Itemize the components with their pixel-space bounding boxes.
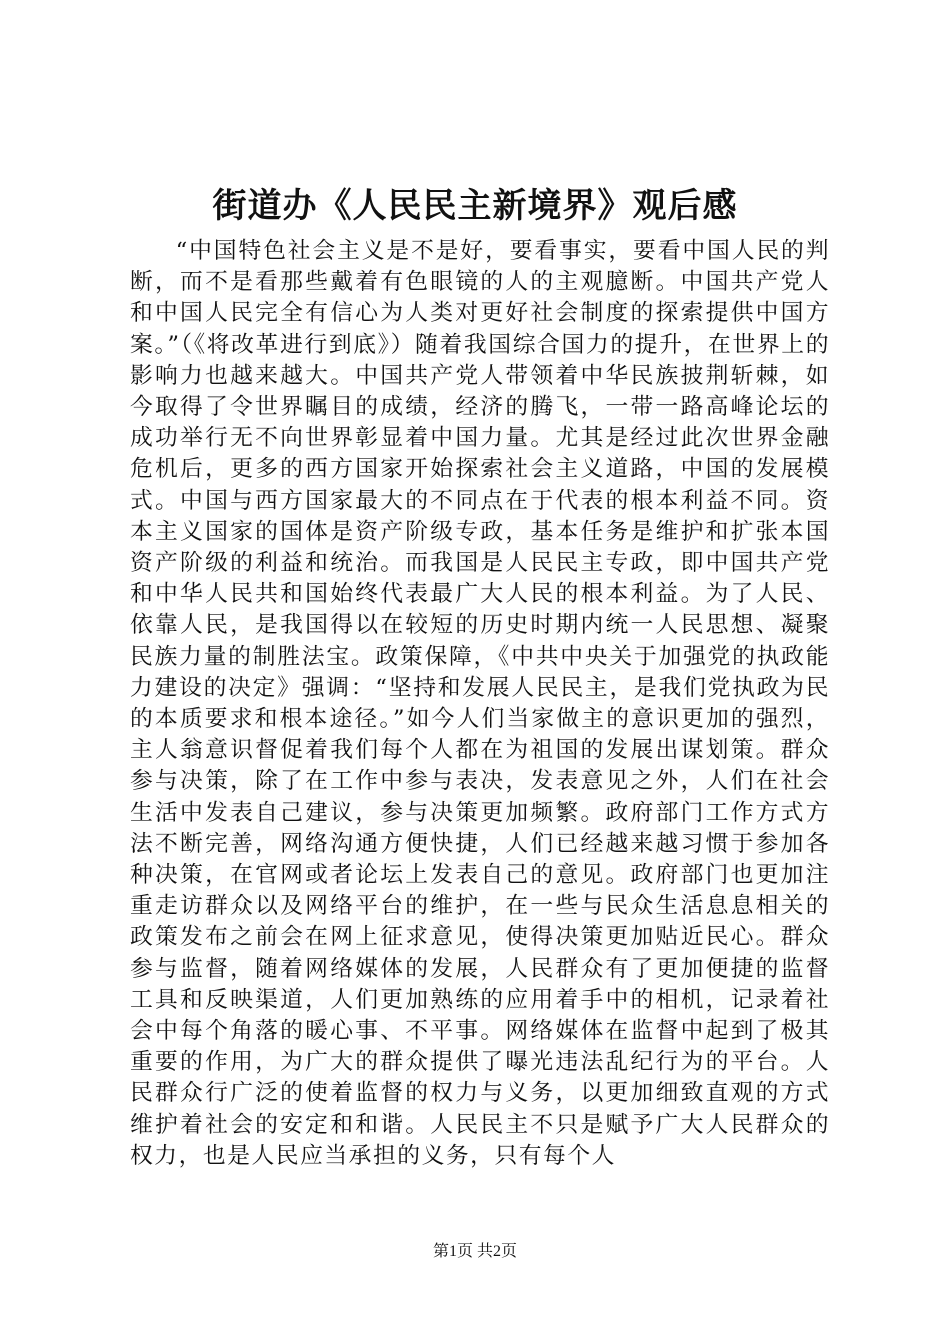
page-indicator: 第1页 共2页: [432, 1243, 517, 1260]
document-title: 街道办《人民民主新境界》观后感: [212, 186, 738, 226]
body-paragraph: “中国特色社会主义是不是好，要看事实，要看中国人民的判断，而不是看那些戴着有色眼镜的人的主观臆断。中国共产党人和中国人民完全有信心为人类对更好社会制度的探索提供中国方案。”（《将改革进行到底》）随着我国综合国力的提升，在世界上的影响力也越来越大。中国共产党人带领着中华民族披荆斩棘，如今取得了令世界瞩目的成绩，经济的腾飞，一带一路高峰论坛的成功举行无不向世界彰显着中国力量。尤其是经过此次世界金融危机后，更多的西方国家开始探索社会主义道路，中国的发展模式。中国与西方国家最大的不同点在于代表的根本利益不同。资本主义国家的国体是资产阶级专政，基本任务是维护和扩张本国资产阶级的利益和统治。而我国是人民民主专政，即中国共产党和中华人民共和国始终代表最广大人民的根本利益。为了人民、依靠人民，是我国得以在较短的历史时期内统一人民思想、凝聚民族力量的制胜法宝。政策保障，《中共中央关于加强党的执政能力建设的决定》强调：“坚持和发展人民民主，是我们党执政为民的本质要求和根本途径。”如今人们当家做主的意识更加的强烈，主人翁意识督促着我们每个人都在为祖国的发展出谋划策。群众参与决策，除了在工作中参与表决，发表意见之外，人们在社会生活中发表自己建议，参与决策更加频繁。政府部门工作方式方法不断完善，网络沟通方便快捷，人们已经越来越习惯于参加各种决策，在官网或者论坛上发表自己的意见。政府部门也更加注重走访群众以及网络平台的维护，在一些与民众生活息息相关的政策发布之前会在网上征求意见，使得决策更加贴近民心。群众参与监督，随着网络媒体的发展，人民群众有了更加便捷的监督工具和反映渠道，人们更加熟练的应用着手中的相机，记录着社会中每个角落的暖心事、不平事。网络媒体在监督中起到了极其重要的作用，为广大的群众提供了曝光违法乱纪行为的平台。人民群众行广泛的使着监督的权力与义务，以更加细致直观的方式维护着社会的安定和和谐。人民民主不只是赋予广大人民群众的权力，也是人民应当承担的义务，只有每个人: [130, 238, 830, 1169]
page-footer: [0, 1242, 950, 1262]
